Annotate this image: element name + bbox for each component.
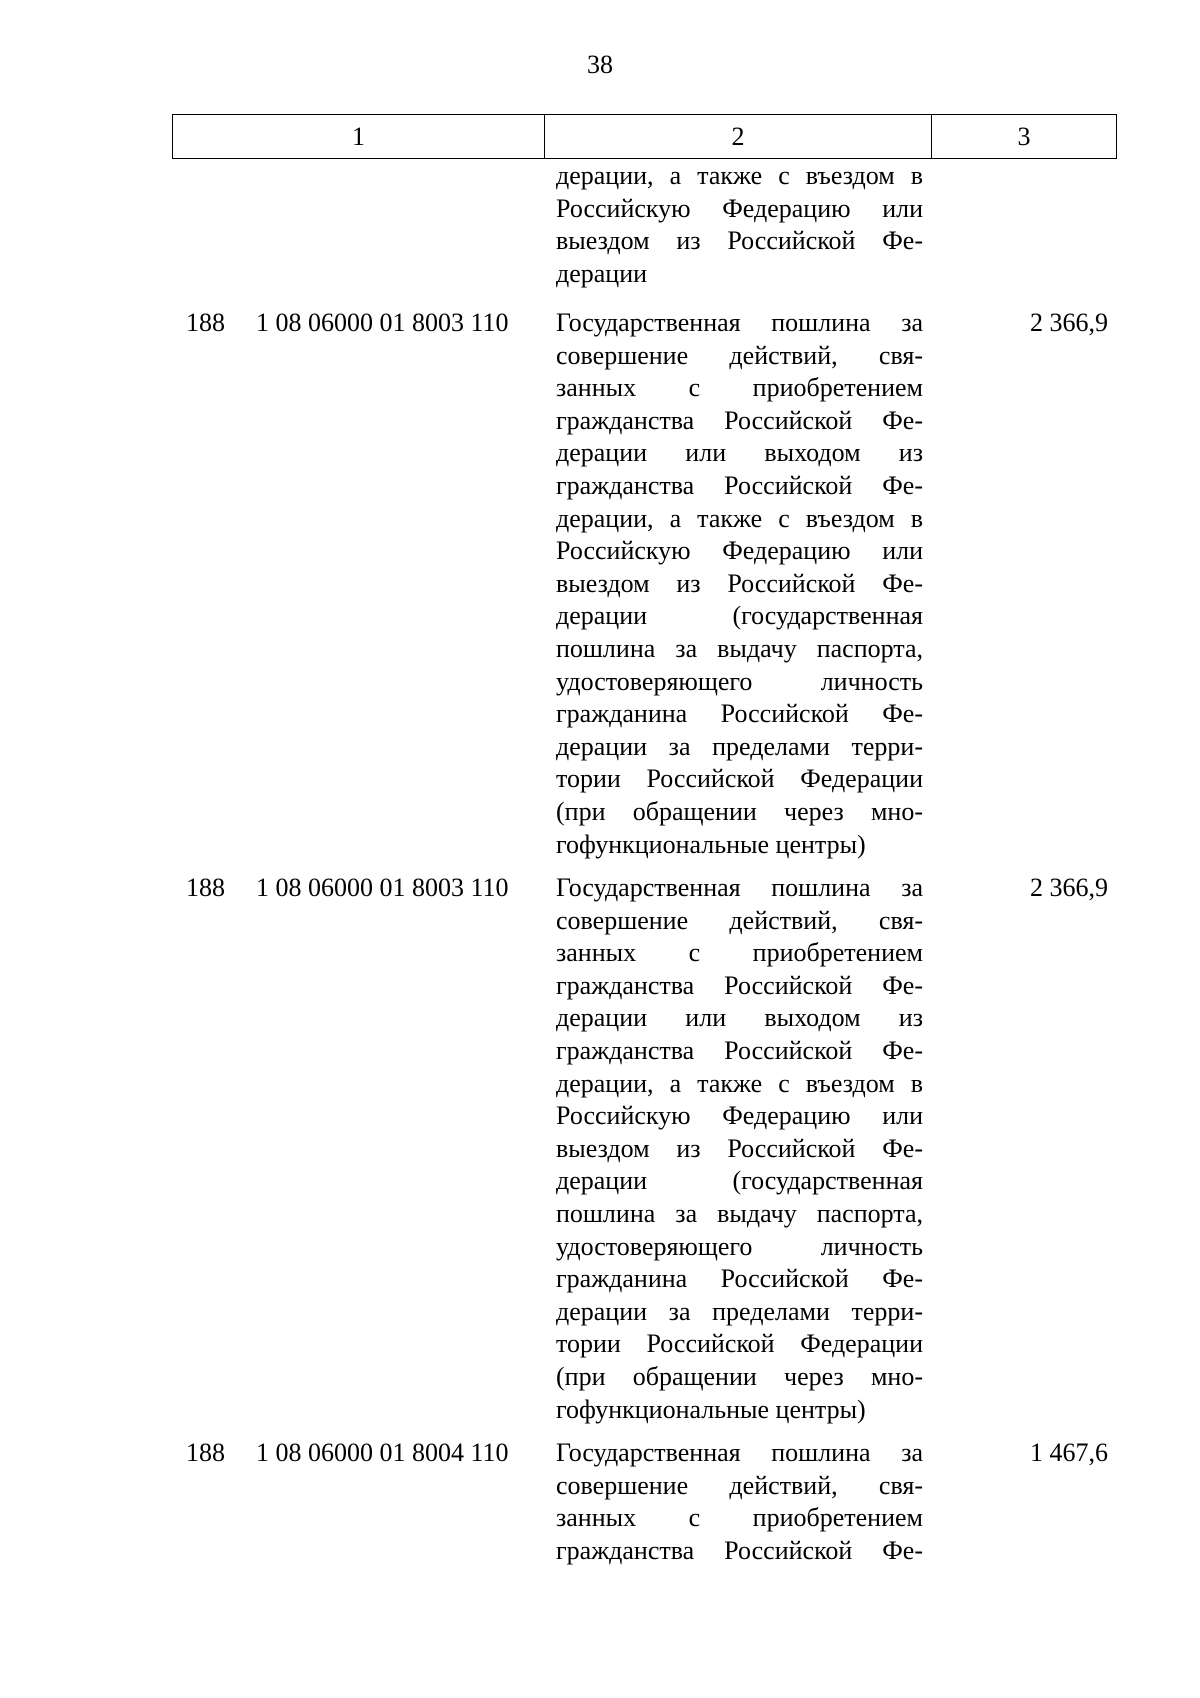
text-line: дерации или выходом из [556, 438, 923, 468]
text-line: Государственная пошлина за [556, 873, 923, 902]
text-line: дерации, а также с въездом в [556, 161, 923, 190]
text-line: (при обращении через мно- [556, 1361, 923, 1391]
text-line: гофункциональные центры) [556, 1394, 866, 1424]
text-line: пошлина за выдачу паспорта, [556, 633, 923, 663]
budget-code: 1 08 06000 01 8003 110 [256, 308, 509, 337]
income-name [556, 1437, 923, 1567]
text-line: удостоверяющего личность [556, 666, 923, 696]
text-line: Российскую Федерацию или [556, 536, 923, 566]
text-line: Российскую Федерацию или [556, 1101, 923, 1131]
text-line: гражданства Российской Фе- [556, 1035, 923, 1065]
text-line: совершение действий, свя- [556, 340, 923, 370]
amount: 1 467,6 [1030, 1438, 1108, 1467]
text-line: выездом из Российской Фе- [556, 568, 923, 598]
header-col-1: 1 [173, 115, 545, 158]
amount: 2 366,9 [1030, 308, 1108, 337]
text-line: дерации, а также с въездом в [556, 503, 923, 533]
text-line: занных с приобретением [556, 938, 923, 968]
text-line: пошлина за выдачу паспорта, [556, 1198, 923, 1228]
continuation-text [556, 160, 923, 290]
text-line: гражданина Российской Фе- [556, 699, 923, 729]
text-line: дерации (государственная [556, 601, 923, 631]
budget-code: 1 08 06000 01 8003 110 [256, 873, 509, 902]
text-line: гражданства Российской Фе- [556, 1535, 923, 1565]
text-line: гражданства Российской Фе- [556, 405, 923, 435]
text-line: дерации [556, 258, 648, 288]
text-line: гражданства Российской Фе- [556, 470, 923, 500]
table-header [172, 114, 1117, 159]
admin-code: 188 [186, 308, 225, 337]
text-line: гражданства Российской Фе- [556, 970, 923, 1000]
amount: 2 366,9 [1030, 873, 1108, 902]
text-line: занных с приобретением [556, 373, 923, 403]
text-line: удостоверяющего личность [556, 1231, 923, 1261]
text-line: Российскую Федерацию или [556, 193, 923, 223]
text-line: Государственная пошлина за [556, 1438, 923, 1467]
text-line: дерации, а также с въездом в [556, 1068, 923, 1098]
text-line: дерации за пределами терри- [556, 1296, 923, 1326]
text-line: выездом из Российской Фе- [556, 1133, 923, 1163]
budget-code: 1 08 06000 01 8004 110 [256, 1438, 509, 1467]
text-line: тории Российской Федерации [556, 1329, 923, 1359]
header-col-3: 3 [1017, 121, 1031, 151]
text-line: совершение действий, свя- [556, 1470, 923, 1500]
text-line: дерации (государственная [556, 1166, 923, 1196]
income-name [556, 307, 923, 861]
text-line: выездом из Российской Фе- [556, 226, 923, 256]
text-line: гражданина Российской Фе- [556, 1264, 923, 1294]
income-name [556, 872, 923, 1426]
text-line: совершение действий, свя- [556, 905, 923, 935]
text-line: занных с приобретением [556, 1503, 923, 1533]
page-number: 38 [587, 50, 613, 79]
text-line: тории Российской Федерации [556, 764, 923, 794]
text-line: дерации или выходом из [556, 1003, 923, 1033]
admin-code: 188 [186, 873, 225, 902]
text-line: Государственная пошлина за [556, 308, 923, 337]
text-line: (при обращении через мно- [556, 796, 923, 826]
header-col-2: 2 [545, 115, 932, 158]
text-line: гофункциональные центры) [556, 829, 866, 859]
text-line: дерации за пределами терри- [556, 731, 923, 761]
admin-code: 188 [186, 1438, 225, 1467]
